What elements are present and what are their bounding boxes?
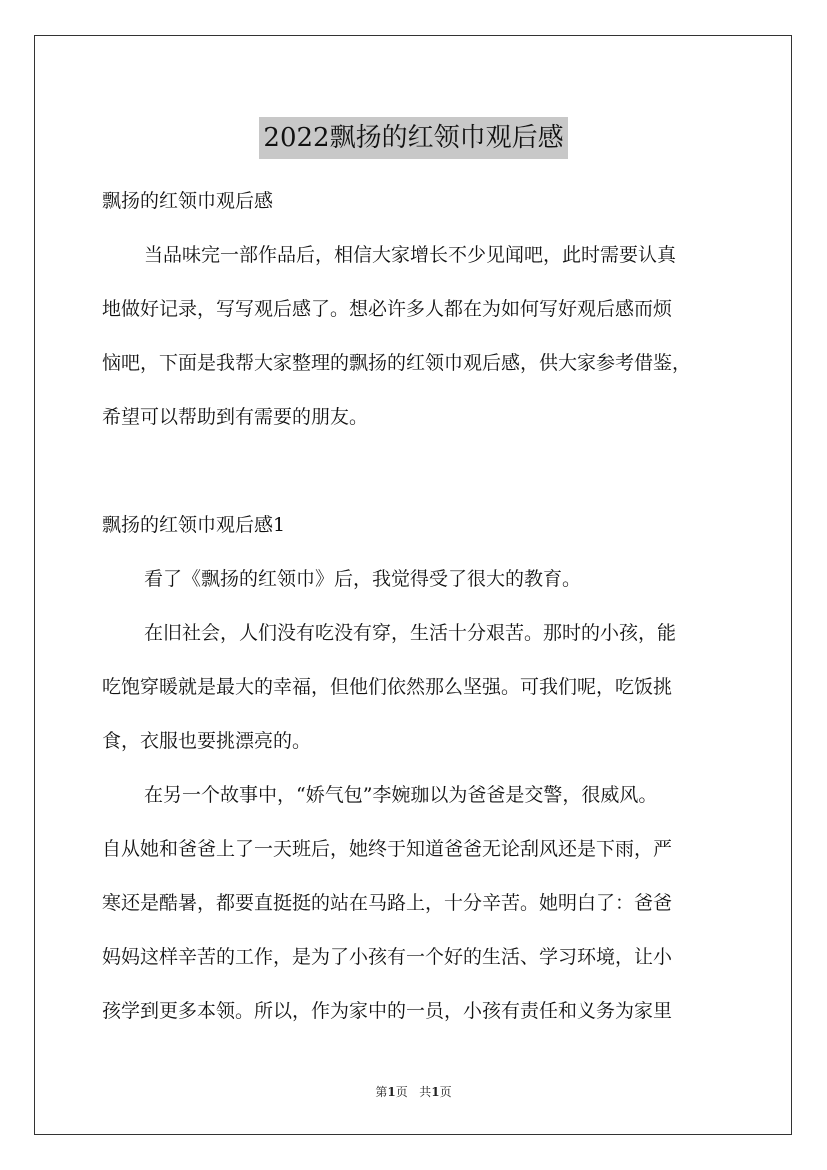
paragraph-line: 在旧社会，人们没有吃没有穿，生活十分艰苦。那时的小孩，能 <box>144 622 677 644</box>
paragraph-line: 自从她和爸爸上了一天班后，她终于知道爸爸无论刮风还是下雨，严 <box>102 838 673 860</box>
total-suffix: 页 <box>439 1085 452 1099</box>
paragraph-line: 地做好记录，写写观后感了。想必许多人都在为如何写好观后感而烦 <box>102 298 673 320</box>
paragraph-line: 吃饱穿暖就是最大的幸福，但他们依然那么坚强。可我们呢，吃饭挑 <box>102 676 673 698</box>
section-heading: 飘扬的红领巾观后感 <box>102 190 274 212</box>
total-prefix: 共 <box>419 1085 432 1099</box>
document-title: 2022飘扬的红领巾观后感 <box>259 117 567 159</box>
total-number: 1 <box>431 1085 440 1099</box>
paragraph-line: 孩学到更多本领。所以，作为家中的一员，小孩有责任和义务为家里 <box>102 1000 673 1022</box>
paragraph-line: 在另一个故事中，“娇气包”李婉珈以为爸爸是交警，很威风。 <box>144 784 658 806</box>
paragraph-line: 当品味完一部作品后，相信大家增长不少见闻吧，此时需要认真 <box>144 244 677 266</box>
title-wrap <box>0 100 827 177</box>
paragraph-line: 寒还是酷暑，都要直挺挺的站在马路上，十分辛苦。她明白了：爸爸 <box>102 892 673 914</box>
page-number: 1 <box>387 1085 396 1099</box>
page-prefix: 第 <box>375 1085 388 1099</box>
blank-line <box>102 444 734 498</box>
page-footer <box>0 1083 827 1100</box>
page-suffix: 页 <box>395 1085 408 1099</box>
paragraph-line: 食，衣服也要挑漂亮的。 <box>102 730 312 752</box>
paragraph-line: 妈妈这样辛苦的工作，是为了小孩有一个好的生活、学习环境，让小 <box>102 946 673 968</box>
paragraph-line: 希望可以帮助到有需要的朋友。 <box>102 406 369 428</box>
paragraph-line: 看了《飘扬的红领巾》后，我觉得受了很大的教育。 <box>144 568 582 590</box>
document-body <box>102 174 734 1038</box>
paragraph-line: 恼吧，下面是我帮大家整理的飘扬的红领巾观后感，供大家参考借鉴， <box>102 352 692 374</box>
section-heading: 飘扬的红领巾观后感1 <box>102 514 286 536</box>
